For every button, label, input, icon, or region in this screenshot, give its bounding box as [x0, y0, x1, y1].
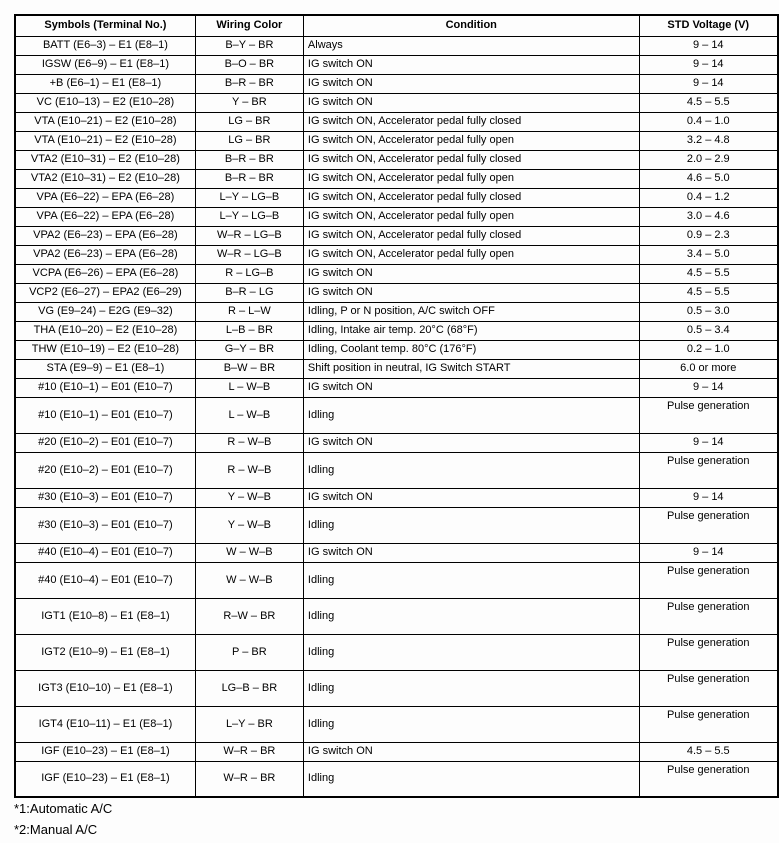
- condition-cell: IG switch ON: [303, 55, 639, 74]
- symbols-cell: IGT3 (E10–10) – E1 (E8–1): [15, 670, 195, 706]
- condition-cell: Always: [303, 36, 639, 55]
- condition-cell: Idling: [303, 562, 639, 598]
- symbols-cell: VPA (E6–22) – EPA (E6–28): [15, 188, 195, 207]
- table-row: [15, 742, 778, 761]
- symbols-cell: #10 (E10–1) – E01 (E10–7): [15, 378, 195, 397]
- table-row: [15, 397, 778, 433]
- table-row: [15, 670, 778, 706]
- symbols-cell: THW (E10–19) – E2 (E10–28): [15, 340, 195, 359]
- wiring-cell: B–R – BR: [195, 74, 303, 93]
- wiring-cell: B–Y – BR: [195, 36, 303, 55]
- table-row: [15, 507, 778, 543]
- symbols-cell: IGT4 (E10–11) – E1 (E8–1): [15, 706, 195, 742]
- col-header-wiring: Wiring Color: [195, 15, 303, 36]
- wiring-cell: R – LG–B: [195, 264, 303, 283]
- table-row: [15, 226, 778, 245]
- voltage-cell: 0.2 – 1.0: [639, 340, 778, 359]
- condition-cell: Shift position in neutral, IG Switch START: [303, 359, 639, 378]
- condition-cell: IG switch ON, Accelerator pedal fully open: [303, 207, 639, 226]
- symbols-cell: #40 (E10–4) – E01 (E10–7): [15, 543, 195, 562]
- wiring-cell: P – BR: [195, 634, 303, 670]
- wiring-cell: W–R – BR: [195, 761, 303, 797]
- condition-cell: IG switch ON, Accelerator pedal fully open: [303, 131, 639, 150]
- voltage-cell: 0.5 – 3.0: [639, 302, 778, 321]
- voltage-cell: Pulse generation: [639, 507, 778, 543]
- table-row: [15, 706, 778, 742]
- voltage-cell: Pulse generation: [639, 397, 778, 433]
- voltage-cell: 9 – 14: [639, 36, 778, 55]
- table-row: [15, 131, 778, 150]
- condition-cell: IG switch ON, Accelerator pedal fully open: [303, 245, 639, 264]
- voltage-cell: Pulse generation: [639, 452, 778, 488]
- symbols-cell: VTA2 (E10–31) – E2 (E10–28): [15, 150, 195, 169]
- voltage-cell: 9 – 14: [639, 543, 778, 562]
- voltage-cell: 4.5 – 5.5: [639, 742, 778, 761]
- table-row: [15, 433, 778, 452]
- symbols-cell: VTA (E10–21) – E2 (E10–28): [15, 131, 195, 150]
- voltage-cell: Pulse generation: [639, 562, 778, 598]
- condition-cell: Idling, P or N position, A/C switch OFF: [303, 302, 639, 321]
- condition-cell: Idling: [303, 706, 639, 742]
- wiring-cell: L – W–B: [195, 397, 303, 433]
- symbols-cell: VG (E9–24) – E2G (E9–32): [15, 302, 195, 321]
- symbols-cell: +B (E6–1) – E1 (E8–1): [15, 74, 195, 93]
- symbols-cell: VTA (E10–21) – E2 (E10–28): [15, 112, 195, 131]
- symbols-cell: VPA (E6–22) – EPA (E6–28): [15, 207, 195, 226]
- symbols-cell: IGF (E10–23) – E1 (E8–1): [15, 761, 195, 797]
- table-row: [15, 283, 778, 302]
- table-row: [15, 321, 778, 340]
- condition-cell: IG switch ON, Accelerator pedal fully open: [303, 169, 639, 188]
- symbols-cell: VTA2 (E10–31) – E2 (E10–28): [15, 169, 195, 188]
- table-row: [15, 264, 778, 283]
- symbols-cell: #40 (E10–4) – E01 (E10–7): [15, 562, 195, 598]
- symbols-cell: #10 (E10–1) – E01 (E10–7): [15, 397, 195, 433]
- voltage-cell: 9 – 14: [639, 74, 778, 93]
- voltage-cell: 6.0 or more: [639, 359, 778, 378]
- wiring-cell: LG–B – BR: [195, 670, 303, 706]
- symbols-cell: #20 (E10–2) – E01 (E10–7): [15, 433, 195, 452]
- col-header-condition: Condition: [303, 15, 639, 36]
- condition-cell: Idling: [303, 634, 639, 670]
- col-header-voltage: STD Voltage (V): [639, 15, 778, 36]
- wiring-cell: B–O – BR: [195, 55, 303, 74]
- voltage-cell: 4.5 – 5.5: [639, 93, 778, 112]
- symbols-cell: IGSW (E6–9) – E1 (E8–1): [15, 55, 195, 74]
- condition-cell: Idling: [303, 670, 639, 706]
- table-row: [15, 634, 778, 670]
- wiring-cell: Y – W–B: [195, 488, 303, 507]
- voltage-cell: 0.4 – 1.2: [639, 188, 778, 207]
- table-row: [15, 378, 778, 397]
- wiring-cell: Y – BR: [195, 93, 303, 112]
- condition-cell: Idling: [303, 598, 639, 634]
- symbols-cell: VCPA (E6–26) – EPA (E6–28): [15, 264, 195, 283]
- condition-cell: Idling, Coolant temp. 80°C (176°F): [303, 340, 639, 359]
- voltage-cell: 9 – 14: [639, 433, 778, 452]
- table-row: [15, 543, 778, 562]
- condition-cell: Idling, Intake air temp. 20°C (68°F): [303, 321, 639, 340]
- wiring-cell: L–Y – LG–B: [195, 188, 303, 207]
- table-row: [15, 452, 778, 488]
- voltage-cell: 0.9 – 2.3: [639, 226, 778, 245]
- symbols-cell: #30 (E10–3) – E01 (E10–7): [15, 507, 195, 543]
- table-row: [15, 188, 778, 207]
- footnote-automatic-ac: *1:Automatic A/C: [14, 801, 113, 816]
- table-row: [15, 562, 778, 598]
- wiring-cell: B–R – BR: [195, 169, 303, 188]
- table-row: [15, 245, 778, 264]
- condition-cell: IG switch ON: [303, 543, 639, 562]
- table-row: [15, 302, 778, 321]
- wiring-cell: R – W–B: [195, 452, 303, 488]
- wiring-cell: R – L–W: [195, 302, 303, 321]
- table-row: [15, 169, 778, 188]
- voltage-cell: 9 – 14: [639, 378, 778, 397]
- symbols-cell: STA (E9–9) – E1 (E8–1): [15, 359, 195, 378]
- condition-cell: Idling: [303, 761, 639, 797]
- table-row: [15, 488, 778, 507]
- condition-cell: IG switch ON, Accelerator pedal fully closed: [303, 188, 639, 207]
- condition-cell: IG switch ON: [303, 93, 639, 112]
- wiring-cell: R–W – BR: [195, 598, 303, 634]
- wiring-cell: LG – BR: [195, 112, 303, 131]
- table-row: [15, 207, 778, 226]
- condition-cell: IG switch ON: [303, 264, 639, 283]
- condition-cell: IG switch ON: [303, 378, 639, 397]
- voltage-cell: Pulse generation: [639, 706, 778, 742]
- table-row: [15, 761, 778, 797]
- symbols-cell: VPA2 (E6–23) – EPA (E6–28): [15, 245, 195, 264]
- voltage-cell: Pulse generation: [639, 670, 778, 706]
- table-body: [15, 36, 778, 797]
- table-row: [15, 74, 778, 93]
- condition-cell: IG switch ON, Accelerator pedal fully closed: [303, 112, 639, 131]
- voltage-cell: 3.4 – 5.0: [639, 245, 778, 264]
- wiring-cell: W–R – LG–B: [195, 245, 303, 264]
- wiring-cell: B–R – BR: [195, 150, 303, 169]
- condition-cell: IG switch ON: [303, 742, 639, 761]
- voltage-cell: 9 – 14: [639, 488, 778, 507]
- table-row: [15, 340, 778, 359]
- voltage-cell: 4.6 – 5.0: [639, 169, 778, 188]
- symbols-cell: IGT2 (E10–9) – E1 (E8–1): [15, 634, 195, 670]
- wiring-cell: W – W–B: [195, 543, 303, 562]
- symbols-cell: VPA2 (E6–23) – EPA (E6–28): [15, 226, 195, 245]
- wiring-cell: G–Y – BR: [195, 340, 303, 359]
- symbols-cell: BATT (E6–3) – E1 (E8–1): [15, 36, 195, 55]
- table-row: [15, 598, 778, 634]
- voltage-cell: Pulse generation: [639, 598, 778, 634]
- symbols-cell: #30 (E10–3) – E01 (E10–7): [15, 488, 195, 507]
- voltage-cell: Pulse generation: [639, 634, 778, 670]
- condition-cell: IG switch ON, Accelerator pedal fully closed: [303, 226, 639, 245]
- wiring-cell: B–R – LG: [195, 283, 303, 302]
- col-header-symbols: Symbols (Terminal No.): [15, 15, 195, 36]
- table-row: [15, 36, 778, 55]
- condition-cell: Idling: [303, 507, 639, 543]
- symbols-cell: VC (E10–13) – E2 (E10–28): [15, 93, 195, 112]
- wiring-cell: L–B – BR: [195, 321, 303, 340]
- wiring-cell: W–R – BR: [195, 742, 303, 761]
- symbols-cell: IGF (E10–23) – E1 (E8–1): [15, 742, 195, 761]
- footnote-manual-ac: *2:Manual A/C: [14, 822, 98, 837]
- table-row: [15, 150, 778, 169]
- condition-cell: Idling: [303, 397, 639, 433]
- voltage-cell: 3.2 – 4.8: [639, 131, 778, 150]
- wiring-cell: LG – BR: [195, 131, 303, 150]
- wiring-cell: B–W – BR: [195, 359, 303, 378]
- table-row: [15, 359, 778, 378]
- voltage-cell: 0.4 – 1.0: [639, 112, 778, 131]
- condition-cell: IG switch ON: [303, 433, 639, 452]
- symbols-cell: VCP2 (E6–27) – EPA2 (E6–29): [15, 283, 195, 302]
- voltage-cell: 9 – 14: [639, 55, 778, 74]
- header-row: [15, 15, 778, 36]
- condition-cell: IG switch ON: [303, 283, 639, 302]
- condition-cell: IG switch ON: [303, 74, 639, 93]
- voltage-cell: 4.5 – 5.5: [639, 264, 778, 283]
- wiring-cell: L – W–B: [195, 378, 303, 397]
- condition-cell: IG switch ON: [303, 488, 639, 507]
- wiring-cell: R – W–B: [195, 433, 303, 452]
- wiring-cell: W–R – LG–B: [195, 226, 303, 245]
- condition-cell: IG switch ON, Accelerator pedal fully closed: [303, 150, 639, 169]
- wiring-cell: W – W–B: [195, 562, 303, 598]
- symbols-cell: IGT1 (E10–8) – E1 (E8–1): [15, 598, 195, 634]
- wiring-cell: L–Y – BR: [195, 706, 303, 742]
- condition-cell: Idling: [303, 452, 639, 488]
- wiring-cell: Y – W–B: [195, 507, 303, 543]
- table-row: [15, 112, 778, 131]
- voltage-cell: 3.0 – 4.6: [639, 207, 778, 226]
- table-row: [15, 93, 778, 112]
- symbols-cell: #20 (E10–2) – E01 (E10–7): [15, 452, 195, 488]
- wiring-cell: L–Y – LG–B: [195, 207, 303, 226]
- footnotes: [14, 798, 112, 840]
- table-row: [15, 55, 778, 74]
- symbols-cell: THA (E10–20) – E2 (E10–28): [15, 321, 195, 340]
- voltage-cell: 2.0 – 2.9: [639, 150, 778, 169]
- voltage-cell: 4.5 – 5.5: [639, 283, 778, 302]
- voltage-cell: 0.5 – 3.4: [639, 321, 778, 340]
- voltage-cell: Pulse generation: [639, 761, 778, 797]
- terminal-voltage-table: [14, 14, 779, 798]
